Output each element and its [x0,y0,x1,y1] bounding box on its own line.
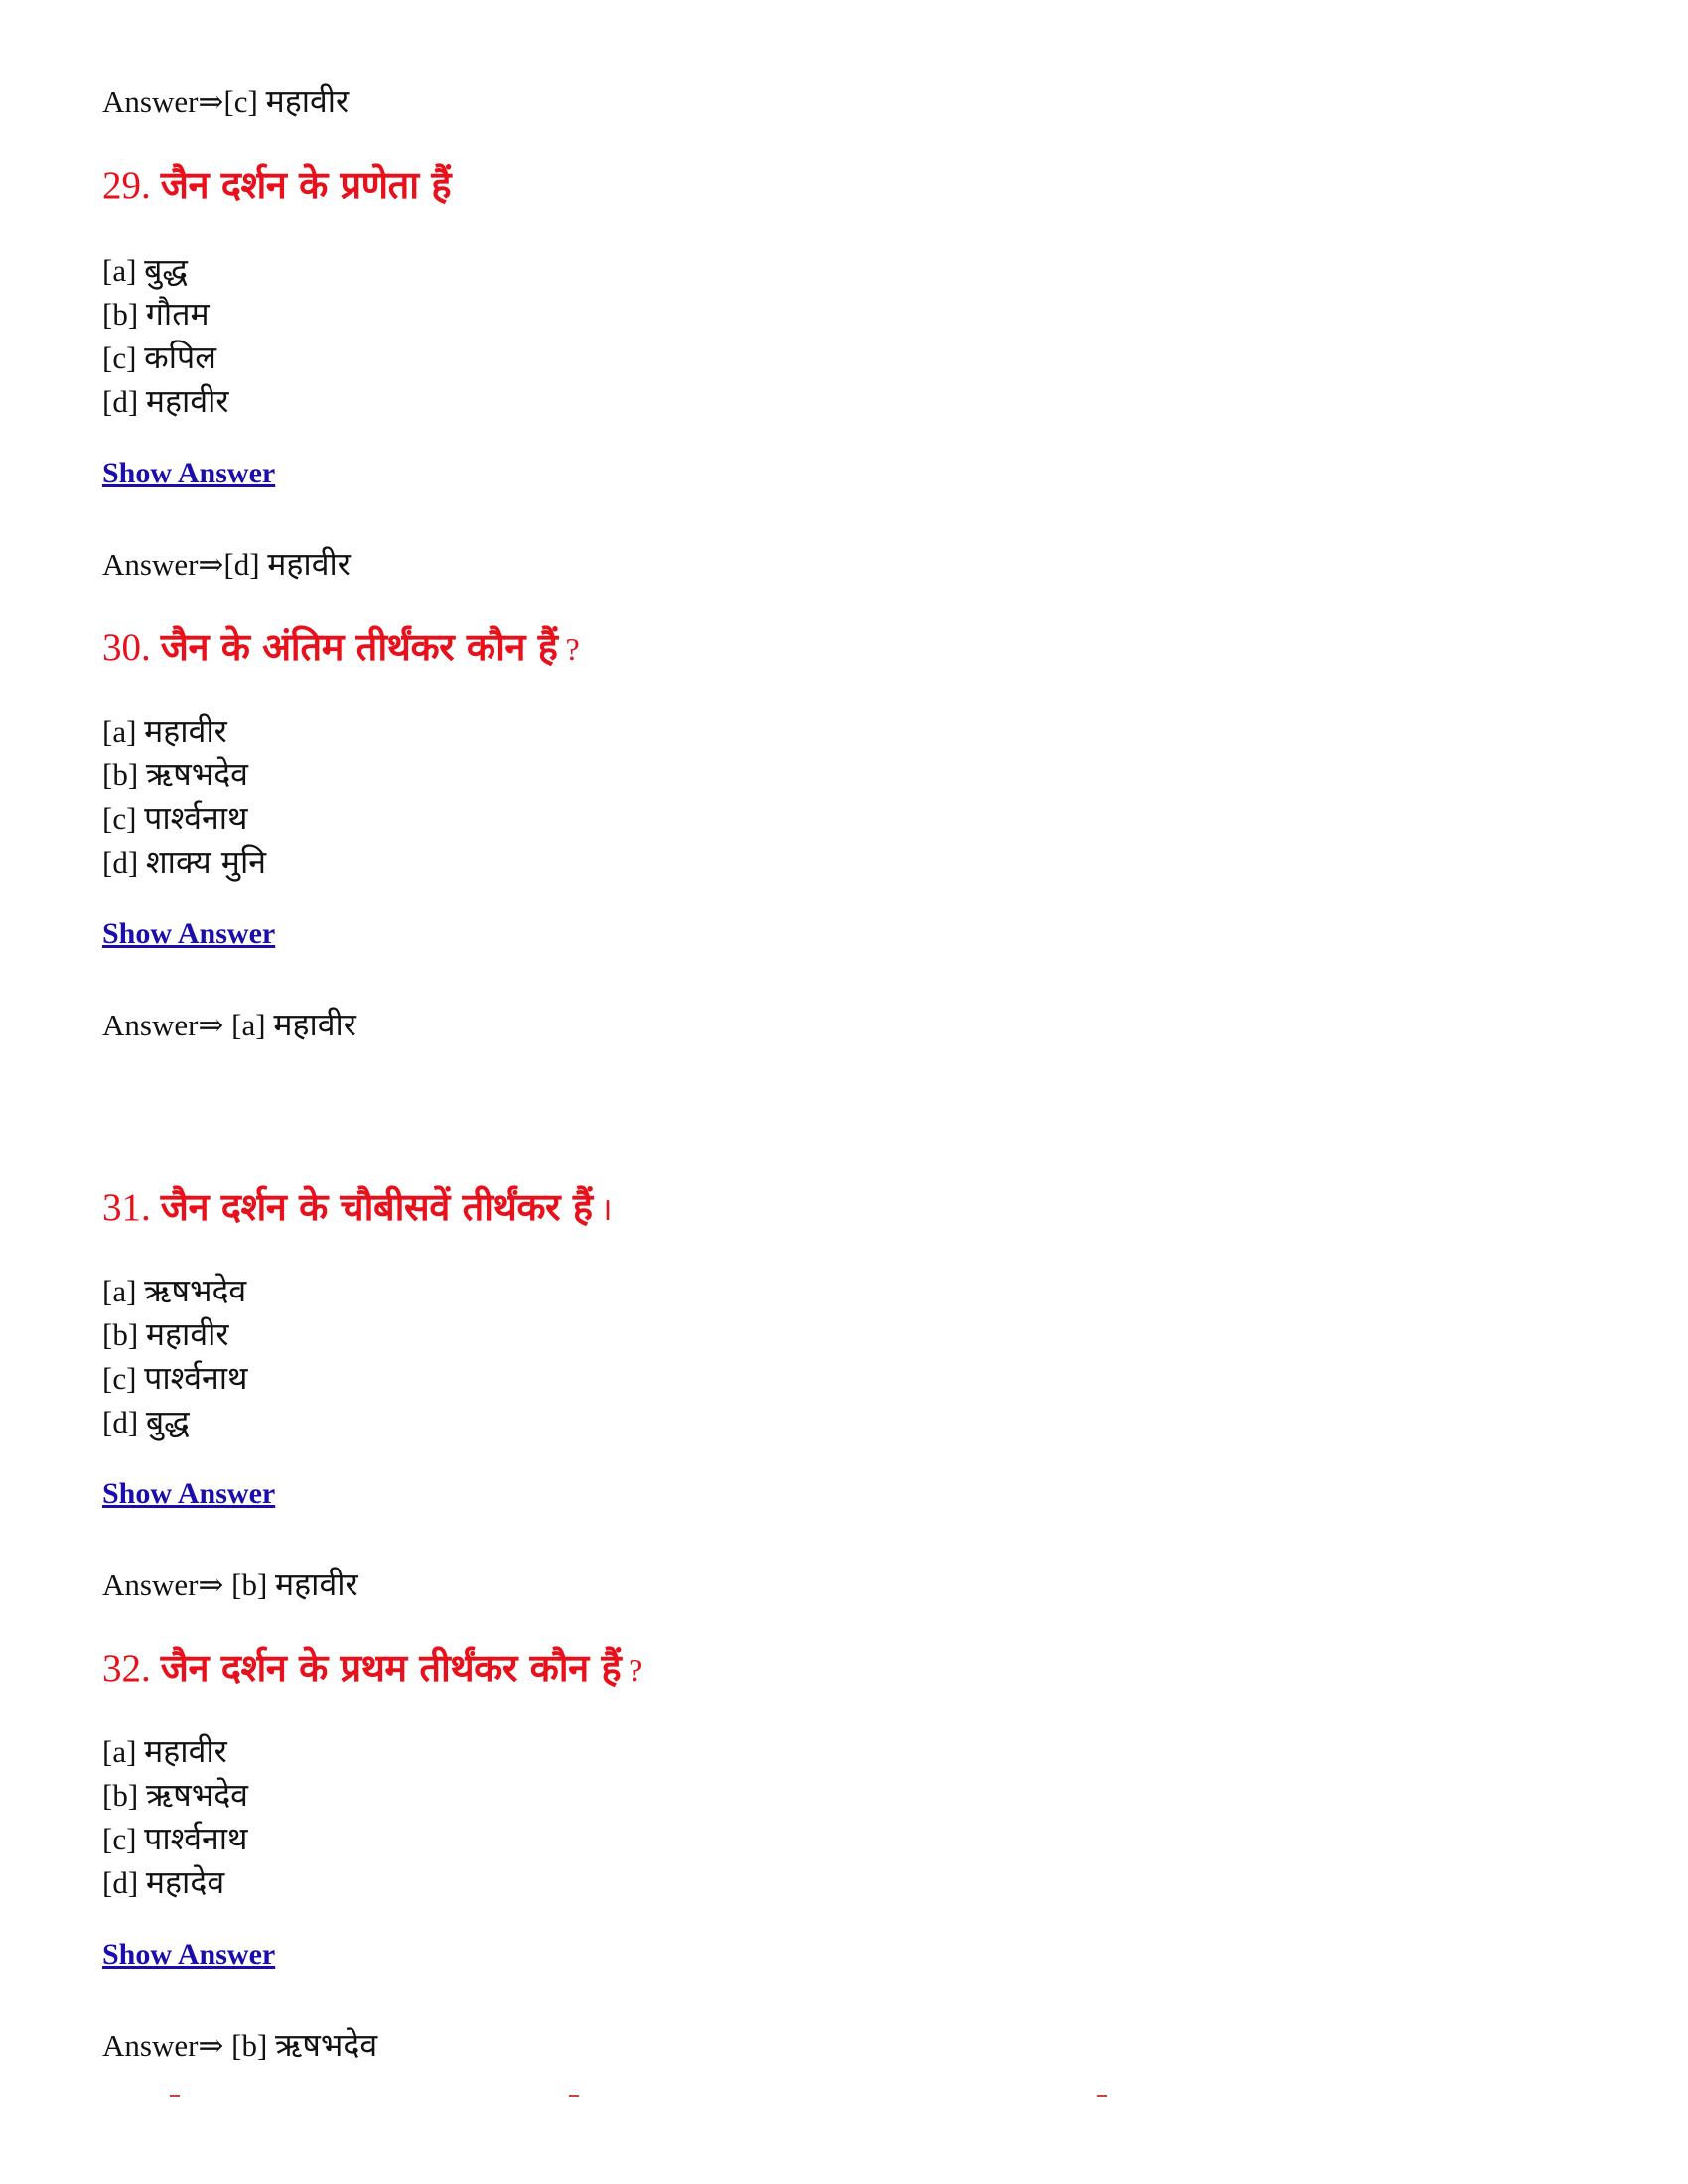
question-29-title [102,157,451,214]
option-text: शाक्य मुनि [145,843,266,881]
option-text: पार्श्वनाथ [144,1820,248,1857]
question-32-options [102,1729,248,1904]
option-text: पार्श्वनाथ [144,799,248,837]
question-text: जैन के अंतिम तीर्थंकर कौन हैं [160,625,558,669]
option-text: महावीर [145,1315,229,1353]
cutoff-mark [1097,2095,1107,2097]
option-key: [c] [102,341,145,375]
option-text: बुद्ध [145,1403,190,1440]
option-d [102,840,266,884]
option-text: कपिल [144,339,216,376]
answer-29 [102,544,351,585]
answer-28 [102,81,349,122]
option-text: महादेव [145,1863,225,1901]
option-d [102,1400,248,1443]
answer-label: Answer⇒[d] [102,547,268,582]
answer-value: महावीर [275,1566,358,1603]
option-text: महावीर [144,1732,227,1770]
option-key: [a] [102,253,145,288]
option-d [102,1860,248,1904]
question-31-options [102,1269,248,1443]
option-text: महावीर [144,712,227,750]
option-key: [d] [102,1405,146,1439]
question-31-title [102,1179,613,1237]
option-key: [a] [102,1274,145,1308]
question-29-options [102,248,229,423]
question-end-mark: । [592,1191,613,1227]
option-c [102,1356,248,1400]
question-end-mark: ? [557,631,580,667]
show-answer-link-30[interactable]: Show Answer [102,917,276,950]
option-b [102,1312,248,1356]
question-number: 32. [102,1647,151,1690]
answer-label: Answer⇒ [b] [102,1568,276,1602]
option-text: ऋषभदेव [145,755,248,793]
page-cutoff-marks [102,2095,1195,2101]
answer-32 [102,2025,377,2066]
option-b [102,292,229,336]
option-key: [b] [102,1778,146,1813]
question-number: 31. [102,1186,151,1229]
answer-value: ऋषभदेव [275,2026,378,2064]
option-c [102,336,229,379]
option-text: ऋषभदेव [145,1776,248,1814]
option-a [102,248,229,292]
option-key: [d] [102,384,146,419]
option-a [102,1729,248,1773]
question-30-title [102,619,580,677]
answer-label: Answer⇒[c] [102,84,266,119]
option-b [102,1773,248,1817]
question-number: 30. [102,626,151,669]
question-number: 29. [102,164,151,206]
question-text: जैन दर्शन के प्रथम तीर्थंकर कौन हैं [160,1646,622,1690]
option-key: [d] [102,845,146,880]
option-text: पार्श्वनाथ [144,1359,248,1397]
option-text: महावीर [145,382,229,420]
option-text: गौतम [145,295,210,333]
option-key: [b] [102,297,146,332]
option-key: [a] [102,714,145,749]
option-a [102,1269,248,1312]
show-answer-link-31[interactable]: Show Answer [102,1477,276,1510]
question-text: जैन दर्शन के प्रणेता हैं [160,163,452,206]
answer-value: महावीर [265,82,350,120]
option-d [102,379,229,423]
option-key: [a] [102,1734,145,1769]
option-b [102,752,266,796]
option-key: [c] [102,801,145,836]
cutoff-mark [569,2095,579,2097]
option-key: [c] [102,1361,145,1396]
option-a [102,709,266,752]
question-32-title [102,1640,642,1698]
answer-label: Answer⇒ [b] [102,2028,276,2063]
show-answer-link-32[interactable]: Show Answer [102,1938,276,1971]
show-answer-link-29[interactable]: Show Answer [102,457,276,489]
answer-value: महावीर [267,545,351,583]
option-key: [b] [102,1317,146,1352]
answer-value: महावीर [273,1006,356,1043]
option-c [102,1817,248,1860]
option-text: ऋषभदेव [144,1272,247,1309]
question-text: जैन दर्शन के चौबीसवें तीर्थंकर हैं [160,1185,593,1229]
question-end-mark: ? [621,1652,643,1688]
option-key: [d] [102,1865,146,1900]
option-key: [b] [102,757,146,792]
option-c [102,796,266,840]
answer-31 [102,1565,358,1605]
answer-30 [102,1005,356,1045]
answer-label: Answer⇒ [a] [102,1008,274,1042]
cutoff-mark [170,2095,180,2097]
option-key: [c] [102,1822,145,1856]
option-text: बुद्ध [144,251,188,289]
question-30-options [102,709,266,884]
